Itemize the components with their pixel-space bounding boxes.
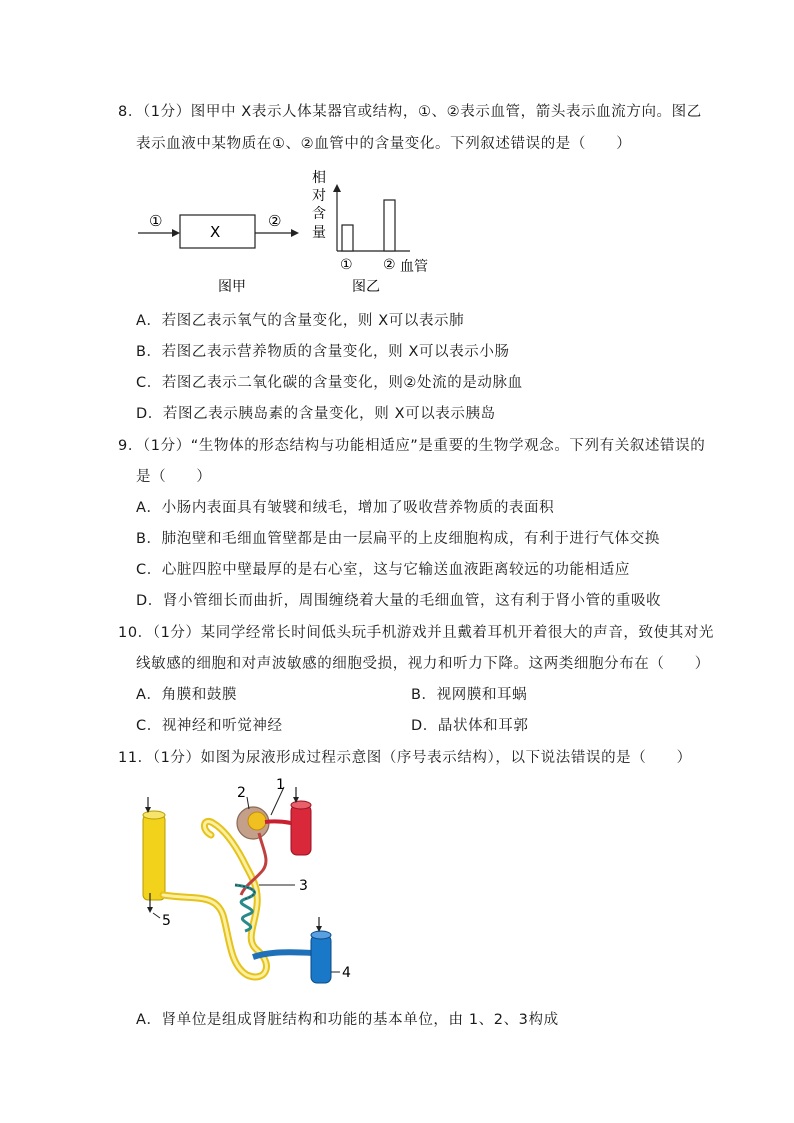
q10-option-c: C．视神经和听觉神经: [136, 718, 283, 734]
q8-stem-line2: 表示血液中某物质在①、②血管中的含量变化。下列叙述错误的是（ ）: [136, 136, 632, 152]
q9-option-b: B．肺泡壁和毛细血管壁都是由一层扁平的上皮细胞构成，有利于进行气体交换: [136, 531, 660, 547]
yi-xlabel: 血管: [400, 259, 428, 275]
yi-bar-2: [384, 200, 395, 251]
q8-option-c: C．若图乙表示二氧化碳的含量变化，则②处流的是动脉血: [136, 375, 523, 391]
label-4: 4: [342, 965, 351, 981]
q8-stem-line1: 8．（1分）图甲中 X表示人体某器官或结构，①、②表示血管，箭头表示血流方向。图乙: [118, 104, 702, 120]
yi-ylabel-char-1: 相: [312, 170, 326, 186]
jia-x-label: X: [210, 223, 221, 241]
yi-ylabel-char-4: 量: [312, 225, 326, 241]
label-1: 1: [276, 777, 285, 793]
yi-category-1: ①: [340, 257, 353, 273]
q10-stem-line1: 10．（1分）某同学经常长时间低头玩手机游戏并且戴着耳机开着很大的声音，致使其对光: [118, 625, 715, 641]
collecting-duct: [143, 815, 165, 900]
q10-option-d: D．晶状体和耳郭: [411, 718, 529, 734]
q10-stem-line2: 线敏感的细胞和对声波敏感的细胞受损，视力和听力下降。这两类细胞分布在（ ）: [136, 656, 710, 672]
q8-option-d: D．若图乙表示胰岛素的含量变化，则 X可以表示胰岛: [136, 406, 496, 422]
q9-stem-line2: 是（ ）: [136, 469, 212, 485]
label-3: 3: [299, 878, 308, 894]
yi-y-arrowhead: [333, 184, 341, 192]
label-2: 2: [237, 785, 246, 801]
renal-tubule: [163, 821, 266, 977]
q10-option-b: B．视网膜和耳蜗: [411, 687, 528, 703]
q11-option-a: A．肾单位是组成肾脏结构和功能的基本单位，由 1、2、3构成: [136, 1012, 559, 1028]
nephron-diagram: [135, 775, 365, 995]
jia-in-arrowhead: [172, 229, 180, 237]
yi-ylabel-char-2: 对: [312, 188, 326, 204]
jia-out-arrowhead: [291, 229, 299, 237]
yi-category-2: ②: [383, 257, 396, 273]
renal-artery: [291, 805, 311, 855]
q8-figure-jia: [130, 200, 310, 300]
q10-option-a: A．角膜和鼓膜: [136, 687, 238, 703]
q9-option-d: D．肾小管细长而曲折，周围缠绕着大量的毛细血管，这有利于肾小管的重吸收: [136, 593, 662, 609]
q9-option-a: A．小肠内表面具有皱襞和绒毛，增加了吸收营养物质的表面积: [136, 500, 555, 516]
q8-option-b: B．若图乙表示营养物质的含量变化，则 X可以表示小肠: [136, 344, 510, 360]
q9-stem-line1: 9．（1分）“生物体的形态结构与功能相适应”是重要的生物学观念。下列有关叙述错误的: [118, 438, 706, 454]
renal-vein: [311, 935, 331, 983]
yi-bar-1: [342, 225, 353, 251]
label-5: 5: [162, 913, 171, 929]
q9-option-c: C．心脏四腔中壁最厚的是右心室，这与它输送血液距离较远的功能相适应: [136, 562, 630, 578]
jia-caption: 图甲: [218, 279, 246, 295]
yi-caption: 图乙: [352, 279, 380, 295]
jia-in-label: ①: [149, 212, 163, 230]
renal-vein-branch: [253, 952, 313, 957]
q11-stem-line1: 11．（1分）如图为尿液形成过程示意图（序号表示结构），以下说法错误的是（ ）: [118, 750, 692, 766]
jia-out-label: ②: [268, 212, 282, 230]
yi-ylabel-char-3: 含: [312, 206, 326, 222]
q8-option-a: A．若图乙表示氧气的含量变化，则 X可以表示肺: [136, 313, 465, 329]
duct-out-arrowhead: [147, 907, 153, 913]
q8-figure-yi: [308, 165, 448, 300]
glomerulus: [248, 812, 266, 830]
